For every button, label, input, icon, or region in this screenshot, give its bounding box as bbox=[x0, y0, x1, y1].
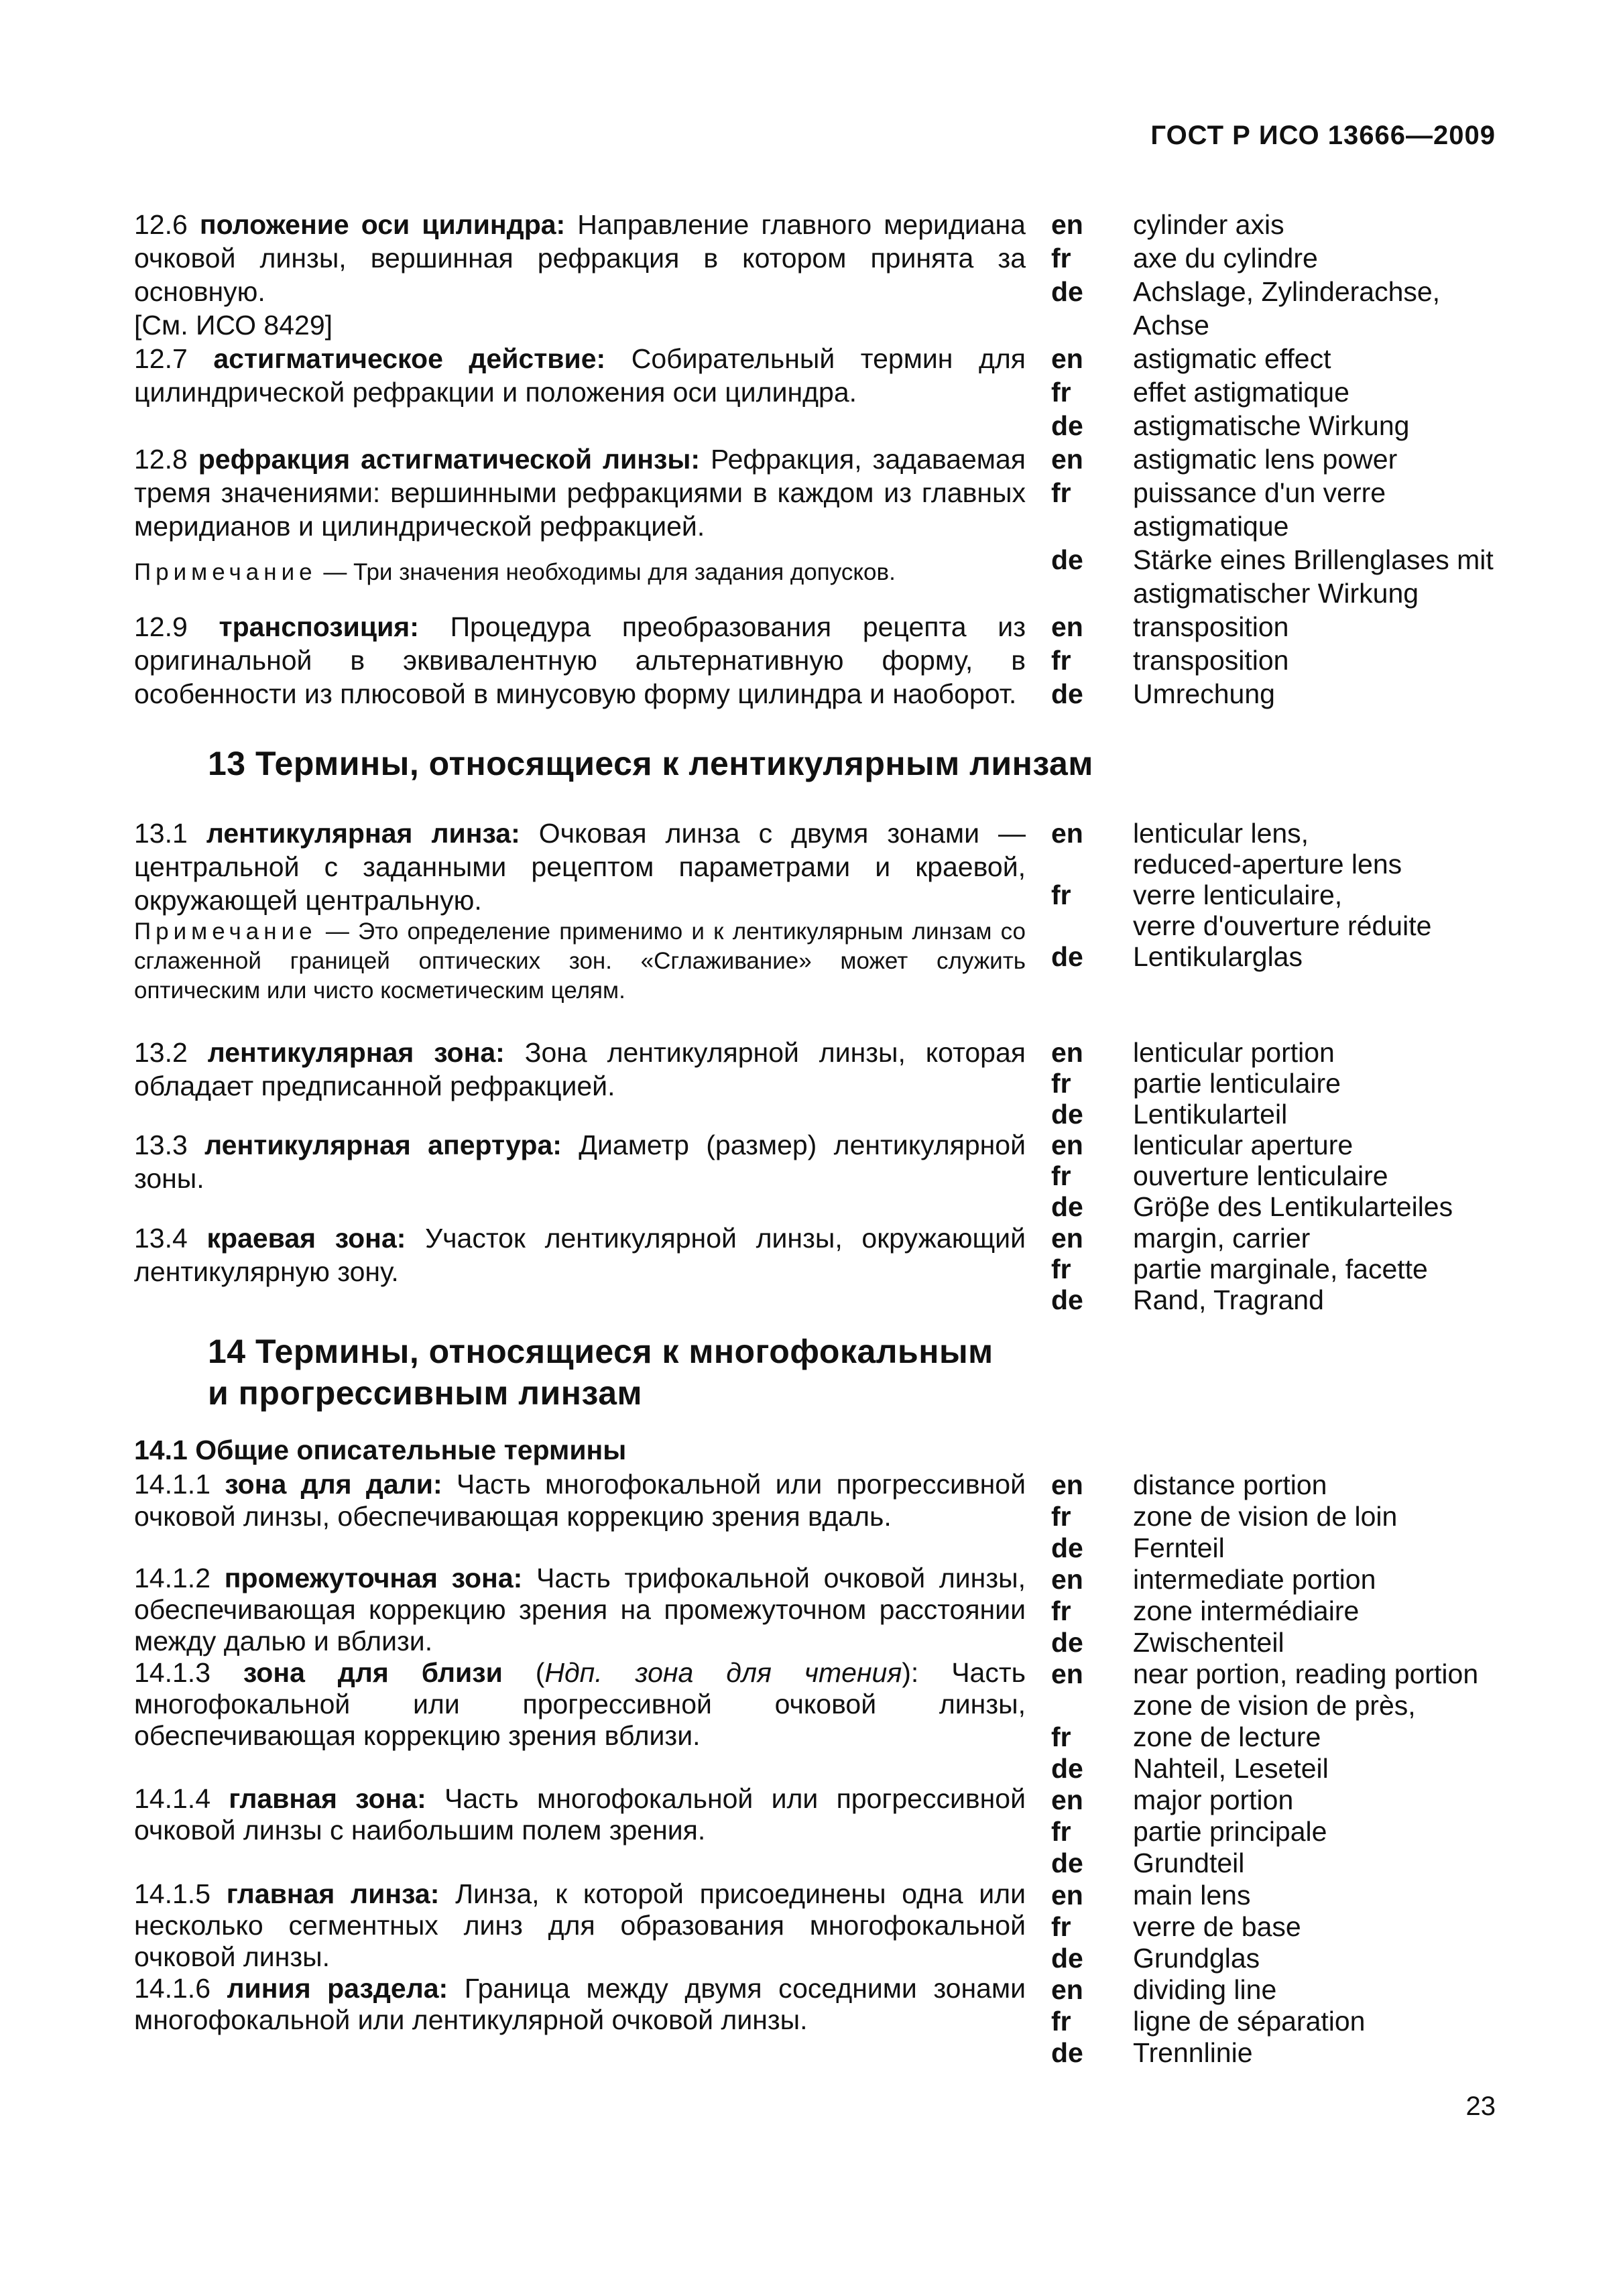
lang-code: fr bbox=[1051, 477, 1071, 508]
note bbox=[134, 558, 1026, 587]
entry-number: 12.6 bbox=[134, 209, 188, 240]
equivalent-term: Fernteil bbox=[1133, 1532, 1225, 1563]
equivalent-term: puissance d'un verre bbox=[1133, 477, 1386, 508]
entry-number: 12.9 bbox=[134, 611, 188, 642]
lang-code: de bbox=[1051, 1284, 1083, 1315]
lang-code: en bbox=[1051, 1880, 1083, 1911]
lang-code: fr bbox=[1051, 2006, 1071, 2037]
definition-text: Очковая линза с двумя зонами — центральной с заданными рецептом параметрами и краевой, окружающей центральную. bbox=[134, 818, 1026, 916]
term: главная линза: bbox=[226, 1878, 440, 1909]
term: краевая зона: bbox=[206, 1223, 406, 1254]
lang-code: de bbox=[1051, 1753, 1083, 1784]
paren-close: ): bbox=[902, 1657, 919, 1688]
lang-code: en bbox=[1051, 1564, 1083, 1595]
lang-code: de bbox=[1051, 1191, 1083, 1222]
term: рефракция астигматической линзы: bbox=[198, 444, 701, 475]
equivalent-term: Achse bbox=[1133, 310, 1209, 341]
equivalent-term: verre de base bbox=[1133, 1911, 1301, 1942]
lang-code: de bbox=[1051, 1848, 1083, 1878]
lang-code: en bbox=[1051, 209, 1083, 240]
note-label: Примечание bbox=[134, 559, 317, 585]
entry-number: 13.2 bbox=[134, 1037, 188, 1068]
equivalent-term: near portion, reading portion bbox=[1133, 1658, 1479, 1689]
equivalent-term: lenticular lens, bbox=[1133, 818, 1309, 849]
definition-text: Направление главного меридиана очковой линзы, вершинная рефракция в котором принята за основную. bbox=[134, 209, 1026, 307]
lang-code: en bbox=[1051, 343, 1083, 374]
equivalent-term: zone de vision de loin bbox=[1133, 1501, 1398, 1532]
equivalent-term: ouverture lenticulaire bbox=[1133, 1160, 1388, 1191]
lang-code: de bbox=[1051, 544, 1083, 575]
document-header: ГОСТ Р ИСО 13666—2009 bbox=[1150, 121, 1496, 150]
definition bbox=[134, 342, 1026, 409]
equivalent-term: zone de lecture bbox=[1133, 1721, 1321, 1752]
equivalent-term: zone de vision de près, bbox=[1133, 1690, 1416, 1721]
lang-code: fr bbox=[1051, 1721, 1071, 1752]
section-13-title: 13 Термины, относящиеся к лентикулярным линзам bbox=[208, 745, 1093, 782]
lang-code: en bbox=[1051, 1785, 1083, 1815]
lang-code: fr bbox=[1051, 880, 1071, 910]
subsection-14-1-title: 14.1 Общие описательные термины bbox=[134, 1435, 627, 1465]
equivalent-term: Zwischenteil bbox=[1133, 1627, 1284, 1658]
term: лентикулярная зона: bbox=[207, 1037, 505, 1068]
note bbox=[134, 917, 1026, 1006]
definition bbox=[134, 1468, 1026, 1532]
lang-code: de bbox=[1051, 1532, 1083, 1563]
equivalent-term: partie lenticulaire bbox=[1133, 1068, 1341, 1099]
lang-code: en bbox=[1051, 1469, 1083, 1500]
term: зона для близи bbox=[243, 1657, 503, 1688]
lang-code: en bbox=[1051, 1037, 1083, 1068]
definition bbox=[134, 1878, 1026, 1973]
equivalent-term: major portion bbox=[1133, 1785, 1294, 1815]
term: лентикулярная линза: bbox=[206, 818, 520, 849]
definition-text: Рефракция, задаваемая тремя значениями: вершинными рефракциями в каждом из главных меридианов и цилиндрической рефракцией. bbox=[134, 444, 1026, 542]
entry-number: 14.1.5 bbox=[134, 1878, 211, 1909]
equivalent-term: margin, carrier bbox=[1133, 1223, 1311, 1254]
definition bbox=[134, 442, 1026, 587]
entry-number: 14.1.1 bbox=[134, 1469, 211, 1500]
equivalent-term: astigmatic effect bbox=[1133, 343, 1331, 374]
lang-code: de bbox=[1051, 2037, 1083, 2068]
entry-number: 14.1.2 bbox=[134, 1563, 211, 1593]
definition-text: Часть многофокальной или прогрессивной очковой линзы, обеспечивающая коррекцию зрения вдаль. bbox=[134, 1469, 1026, 1532]
definition-text: Часть многофокальной или прогрессивной очковой линзы с наибольшим полем зрения. bbox=[134, 1783, 1026, 1846]
equivalent-term: zone intermédiaire bbox=[1133, 1595, 1360, 1626]
entry-number: 13.1 bbox=[134, 818, 188, 849]
definition bbox=[134, 1973, 1026, 2036]
lang-code: fr bbox=[1051, 243, 1071, 274]
equivalent-term: axe du cylindre bbox=[1133, 243, 1318, 274]
lang-code: de bbox=[1051, 410, 1083, 441]
definition-text: Участок лентикулярной линзы, окружающий лентикулярную зону. bbox=[134, 1223, 1026, 1287]
lang-code: de bbox=[1051, 1943, 1083, 1974]
equivalent-term: Stärke eines Brillenglases mit bbox=[1133, 544, 1494, 575]
equivalent-term: astigmatique bbox=[1133, 511, 1289, 542]
equivalent-term: partie principale bbox=[1133, 1816, 1327, 1847]
equivalent-term: verre lenticulaire, bbox=[1133, 880, 1343, 910]
definition-text: Собирательный термин для цилиндрической рефракции и положения оси цилиндра. bbox=[134, 343, 1026, 408]
definition-text: Зона лентикулярной линзы, которая обладает предписанной рефракцией. bbox=[134, 1037, 1026, 1101]
entry-number: 13.4 bbox=[134, 1223, 188, 1254]
entry-number: 12.8 bbox=[134, 444, 188, 475]
lang-code: de bbox=[1051, 941, 1083, 972]
definition bbox=[134, 1128, 1026, 1195]
term: промежуточная зона: bbox=[224, 1563, 523, 1593]
equivalent-term: Grundglas bbox=[1133, 1943, 1260, 1974]
term: положение оси цилиндра: bbox=[199, 209, 566, 240]
lang-code: en bbox=[1051, 444, 1083, 475]
equivalent-term: dividing line bbox=[1133, 1974, 1277, 2005]
lang-code: de bbox=[1051, 276, 1083, 307]
equivalent-term: Umrechung bbox=[1133, 678, 1275, 709]
definition bbox=[134, 208, 1026, 342]
equivalent-term: verre d'ouverture réduite bbox=[1133, 910, 1432, 941]
lang-code: en bbox=[1051, 611, 1083, 642]
definition-text: Часть многофокальной или прогрессивной очковой линзы, обеспечивающая коррекцию зрения вблизи. bbox=[134, 1657, 1026, 1751]
definition-text: Процедура преобразования рецепта из оригинальной в эквивалентную альтернативную форму, в особенности из плюсовой в минусовую форму цилиндра и наоборот. bbox=[134, 611, 1026, 709]
definition bbox=[134, 610, 1026, 711]
lang-code: en bbox=[1051, 1658, 1083, 1689]
equivalent-term: astigmatischer Wirkung bbox=[1133, 578, 1419, 609]
lang-code: en bbox=[1051, 1130, 1083, 1160]
entry-number: 14.1.4 bbox=[134, 1783, 211, 1814]
equivalent-term: Lentikularglas bbox=[1133, 941, 1303, 972]
term: линия раздела: bbox=[227, 1973, 448, 2004]
lang-code: de bbox=[1051, 1099, 1083, 1130]
equivalent-term: partie marginale, facette bbox=[1133, 1254, 1428, 1284]
lang-code: en bbox=[1051, 1223, 1083, 1254]
definition bbox=[134, 1657, 1026, 1752]
equivalent-term: distance portion bbox=[1133, 1469, 1327, 1500]
definition bbox=[134, 1563, 1026, 1657]
equivalent-term: transposition bbox=[1133, 645, 1289, 676]
equivalent-term: Rand, Tragrand bbox=[1133, 1284, 1324, 1315]
lang-code: fr bbox=[1051, 377, 1071, 408]
definition-text: Граница между двумя соседними зонами многофокальной или лентикулярной очковой линзы. bbox=[134, 1973, 1026, 2035]
lang-code: fr bbox=[1051, 1501, 1071, 1532]
equivalent-term: Trennlinie bbox=[1133, 2037, 1253, 2068]
paren-open: ( bbox=[502, 1657, 545, 1688]
equivalent-term: effet astigmatique bbox=[1133, 377, 1349, 408]
reference: [См. ИСО 8429] bbox=[134, 310, 333, 341]
definition-text: Часть трифокальной очковой линзы, обеспечивающая коррекцию зрения на промежуточном расстоянии между далью и вблизи. bbox=[134, 1563, 1026, 1656]
definition-text: Диаметр (размер) лентикулярной зоны. bbox=[134, 1130, 1026, 1194]
equivalent-term: Nahteil, Leseteil bbox=[1133, 1753, 1329, 1784]
equivalent-term: Lentikularteil bbox=[1133, 1099, 1288, 1130]
definition bbox=[134, 1036, 1026, 1103]
definition bbox=[134, 1783, 1026, 1846]
term: транспозиция: bbox=[219, 611, 419, 642]
equivalent-term: intermediate portion bbox=[1133, 1564, 1376, 1595]
lang-code: en bbox=[1051, 818, 1083, 849]
equivalent-term: Gröβe des Lentikularteiles bbox=[1133, 1191, 1453, 1222]
lang-code: de bbox=[1051, 678, 1083, 709]
equivalent-term: transposition bbox=[1133, 611, 1289, 642]
equivalent-term: reduced-aperture lens bbox=[1133, 849, 1402, 880]
lang-code: fr bbox=[1051, 1816, 1071, 1847]
section-14-title bbox=[208, 1331, 994, 1414]
entry-number: 14.1.3 bbox=[134, 1657, 211, 1688]
equivalent-term: ligne de séparation bbox=[1133, 2006, 1366, 2037]
term: астигматическое действие: bbox=[213, 343, 606, 374]
lang-code: en bbox=[1051, 1974, 1083, 2005]
equivalent-term: lenticular portion bbox=[1133, 1037, 1335, 1068]
definition-text: Линза, к которой присоединены одна или несколько сегментных линз для образования многофокальной очковой линзы. bbox=[134, 1878, 1026, 1972]
section-14-title-line-1: 14 Термины, относящиеся к многофокальным bbox=[208, 1333, 994, 1370]
lang-code: fr bbox=[1051, 1911, 1071, 1942]
equivalent-term: cylinder axis bbox=[1133, 209, 1284, 240]
definition bbox=[134, 1221, 1026, 1288]
lang-code: fr bbox=[1051, 1160, 1071, 1191]
deprecated-term: Ндп. зона для чтения bbox=[544, 1657, 902, 1688]
equivalent-term: Grundteil bbox=[1133, 1848, 1245, 1878]
term: главная зона: bbox=[229, 1783, 426, 1814]
term: лентикулярная апертура: bbox=[204, 1130, 562, 1160]
lang-code: fr bbox=[1051, 1254, 1071, 1284]
page-number: 23 bbox=[1465, 2092, 1496, 2121]
lang-code: fr bbox=[1051, 1068, 1071, 1099]
lang-code: de bbox=[1051, 1627, 1083, 1658]
equivalent-term: lenticular aperture bbox=[1133, 1130, 1354, 1160]
note-text: — Три значения необходимы для задания допусков. bbox=[316, 559, 896, 585]
equivalent-term: Achslage, Zylinderachse, bbox=[1133, 276, 1441, 307]
section-14-title-line-2: и прогрессивным линзам bbox=[208, 1374, 642, 1412]
equivalent-term: astigmatische Wirkung bbox=[1133, 410, 1410, 441]
note-label: Примечание bbox=[134, 918, 317, 945]
entry-number: 13.3 bbox=[134, 1130, 188, 1160]
term: зона для дали: bbox=[225, 1469, 442, 1500]
definition bbox=[134, 817, 1026, 1006]
lang-code: fr bbox=[1051, 645, 1071, 676]
note-text: — Это определение применимо и к лентикулярным линзам со сглаженной границей оптических зон. «Сглаживание» может служить оптическим или чисто косметическим целям. bbox=[134, 918, 1026, 1004]
equivalent-term: astigmatic lens power bbox=[1133, 444, 1398, 475]
entry-number: 14.1.6 bbox=[134, 1973, 211, 2004]
lang-code: fr bbox=[1051, 1595, 1071, 1626]
entry-number: 12.7 bbox=[134, 343, 188, 374]
equivalent-term: main lens bbox=[1133, 1880, 1251, 1911]
